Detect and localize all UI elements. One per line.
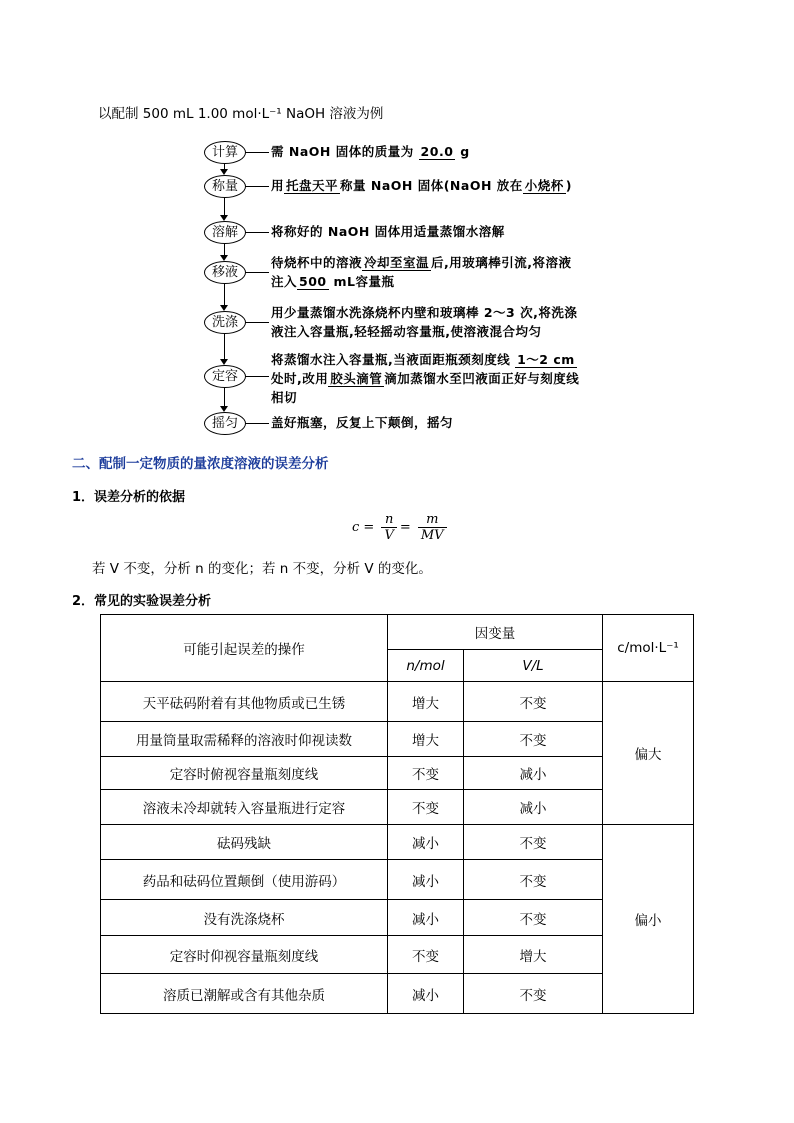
step-oval: 移液 <box>204 261 246 284</box>
header-variable: 因变量 <box>388 615 603 650</box>
step-line <box>271 413 631 432</box>
step-oval: 摇匀 <box>204 412 246 435</box>
step-text-part: 用少量蒸馏水洗涤烧杯内壁和玻璃棒 2～3 次,将洗涤 <box>271 305 578 320</box>
cell-operation: 砝码残缺 <box>101 825 388 860</box>
step-oval: 称量 <box>204 175 246 198</box>
table-row <box>101 682 694 722</box>
cell-n: 不变 <box>388 936 464 974</box>
step-text-part: g <box>455 144 470 159</box>
step-text-part: 待烧杯中的溶液 <box>271 255 363 270</box>
step-blank-answer: 小烧杯 <box>524 178 564 193</box>
step-text-part: 将称好的 NaOH 固体用适量蒸馏水溶解 <box>271 224 505 239</box>
cell-v: 减小 <box>464 757 603 790</box>
step-description <box>271 142 631 161</box>
formula-v: V <box>384 528 394 543</box>
step-text-part: 盖好瓶塞，反复上下颠倒，摇匀 <box>271 415 454 430</box>
step-text-part: mL容量瓶 <box>328 274 395 289</box>
step-blank-answer: 1～2 cm <box>517 352 575 367</box>
cell-v: 不变 <box>464 682 603 722</box>
cell-operation: 天平砝码附着有其他物质或已生锈 <box>101 682 388 722</box>
cell-n: 不变 <box>388 790 464 825</box>
subtitle-common-errors: 2．常见的实验误差分析 <box>72 594 212 609</box>
table-header-row <box>101 615 694 650</box>
cell-v: 不变 <box>464 722 603 757</box>
step-oval: 洗涤 <box>204 311 246 334</box>
step-description <box>271 303 631 341</box>
step-description <box>271 350 631 407</box>
step-blank-answer: 托盘天平 <box>286 178 339 193</box>
intro-text: 以配制 500 mL 1.00 mol·L⁻¹ NaOH 溶液为例 <box>98 106 384 122</box>
header-v: V/L <box>464 650 603 682</box>
formula-n: n <box>381 512 396 528</box>
step-text-part: ) <box>565 178 573 193</box>
step-line <box>271 303 631 322</box>
step-line <box>271 350 631 369</box>
step-connector <box>245 152 269 153</box>
step-line <box>271 253 631 272</box>
cell-n: 减小 <box>388 900 464 936</box>
step-blank-answer: 20.0 <box>420 144 454 159</box>
step-text-part: 后,用玻璃棒引流,将溶液 <box>431 255 572 270</box>
cell-v: 不变 <box>464 825 603 860</box>
step-description <box>271 413 631 432</box>
step-blank-answer: 冷却至室温 <box>364 255 430 270</box>
step-text-part: 需 NaOH 固体的质量为 <box>271 144 419 159</box>
step-line <box>271 222 631 241</box>
flow-arrow-line <box>224 334 225 360</box>
table-row <box>101 825 694 860</box>
header-operation: 可能引起误差的操作 <box>101 615 388 682</box>
formula-mv: MV <box>420 528 444 543</box>
analysis-note: 若 V 不变，分析 n 的变化；若 n 不变，分析 V 的变化。 <box>92 561 432 577</box>
step-connector <box>245 232 269 233</box>
step-line <box>271 272 631 291</box>
step-text-part: 称量 NaOH 固体(NaOH 放在 <box>340 178 523 193</box>
fraction-m-over-mv <box>418 512 447 543</box>
fraction-n-over-v <box>381 512 396 543</box>
step-line <box>271 388 631 407</box>
cell-n: 减小 <box>388 825 464 860</box>
step-text-part: 注入 <box>271 274 298 289</box>
step-description <box>271 253 631 291</box>
cell-v: 不变 <box>464 974 603 1014</box>
step-text-part: 用 <box>271 178 285 193</box>
cell-n: 增大 <box>388 682 464 722</box>
cell-operation: 溶质已潮解或含有其他杂质 <box>101 974 388 1014</box>
cell-n: 减小 <box>388 974 464 1014</box>
cell-n: 不变 <box>388 757 464 790</box>
step-blank-answer: 500 <box>299 274 327 289</box>
section-title: 二、配制一定物质的量浓度溶液的误差分析 <box>72 456 329 472</box>
formula: c = $\frac{n}{V}$ = $\frac{m}{MV}$ <box>352 512 450 543</box>
step-line <box>271 369 631 388</box>
step-connector <box>245 186 269 187</box>
cell-operation: 药品和砝码位置颠倒（使用游码） <box>101 860 388 900</box>
cell-result: 偏小 <box>603 825 694 1014</box>
step-description <box>271 222 631 241</box>
flow-arrow-line <box>224 388 225 407</box>
step-connector <box>245 322 269 323</box>
flow-arrow-line <box>224 284 225 306</box>
flow-arrow-line <box>224 198 225 216</box>
formula-m: m <box>418 512 447 528</box>
cell-v: 增大 <box>464 936 603 974</box>
header-n: n/mol <box>388 650 464 682</box>
step-connector <box>245 423 269 424</box>
step-text-part: 处时,改用 <box>271 371 329 386</box>
step-line <box>271 142 631 161</box>
step-connector <box>245 376 269 377</box>
header-concentration: c/mol·L⁻¹ <box>603 615 694 682</box>
error-analysis-table <box>100 614 694 1014</box>
cell-v: 减小 <box>464 790 603 825</box>
cell-operation: 定容时俯视容量瓶刻度线 <box>101 757 388 790</box>
cell-v: 不变 <box>464 860 603 900</box>
step-text-part: 液注入容量瓶,轻轻摇动容量瓶,使溶液混合均匀 <box>271 324 542 339</box>
cell-operation: 没有洗涤烧杯 <box>101 900 388 936</box>
cell-operation: 用量筒量取需稀释的溶液时仰视读数 <box>101 722 388 757</box>
step-line <box>271 176 631 195</box>
step-text-part: 相切 <box>271 390 298 405</box>
cell-n: 增大 <box>388 722 464 757</box>
step-text-part: 滴加蒸馏水至凹液面正好与刻度线 <box>384 371 580 386</box>
subtitle-basis: 1．误差分析的依据 <box>72 490 186 505</box>
step-line <box>271 322 631 341</box>
cell-result: 偏大 <box>603 682 694 825</box>
cell-v: 不变 <box>464 900 603 936</box>
step-description <box>271 176 631 195</box>
cell-operation: 溶液未冷却就转入容量瓶进行定容 <box>101 790 388 825</box>
step-oval: 定容 <box>204 365 246 388</box>
step-text-part: 将蒸馏水注入容量瓶,当液面距瓶颈刻度线 <box>271 352 516 367</box>
formula-c: c <box>352 520 360 535</box>
step-connector <box>245 272 269 273</box>
step-blank-answer: 胶头滴管 <box>330 371 383 386</box>
cell-operation: 定容时仰视容量瓶刻度线 <box>101 936 388 974</box>
step-oval: 计算 <box>204 141 246 164</box>
step-oval: 溶解 <box>204 221 246 244</box>
cell-n: 减小 <box>388 860 464 900</box>
